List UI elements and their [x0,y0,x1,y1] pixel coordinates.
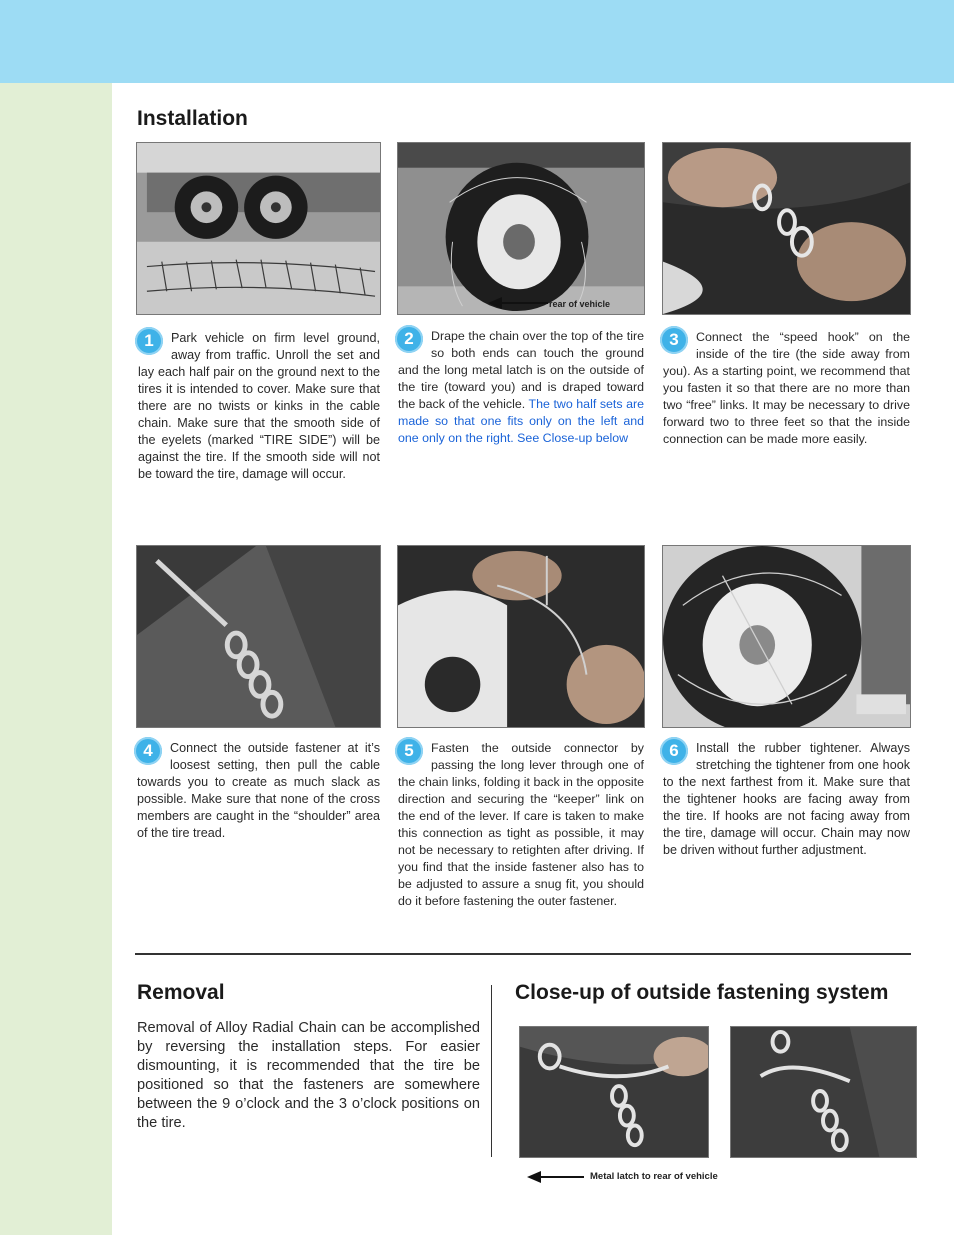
step-1-text: Park vehicle on firm level ground, away from traffic. Unroll the set and lay each half pair on the ground next to the tires it is intended to cover. Make sure that there are no twists or kinks in the cable chain. Make sure that the smooth side of the eyelets (marked “TIRE SIDE”) will be against the tire. If the smooth side will not be toward the tire, damage will occur. [138,331,380,481]
step-2-highlight: The two half sets are made so that one fits only on the left and one only on the right. See Close-up below [398,397,645,445]
arrow-line [500,302,548,304]
step-number-badge: 2 [395,325,423,353]
step-5-text: Fasten the outside connector by passing the long lever through one of the chain links, folding it back in the opposite direction and securing the “keeper” link on the end of the lever. If care is taken to make this connection as tight as possible, it may not be necessary to retighten after driving. If you find that the inside fastener also has to be adjusted to assure a snug fit, you should do it before fastening the outer fastener. [398,741,644,908]
step-2 [398,328,644,447]
step-number-badge: 3 [660,326,688,354]
header-band [0,0,954,83]
metal-latch-caption: Metal latch to rear of vehicle [590,1171,718,1182]
step-number-badge: 5 [395,737,423,765]
chain-draped-tire-photo [397,142,645,315]
step-number-badge: 4 [134,737,162,765]
step-4 [137,740,380,842]
section-divider [135,953,911,955]
step-6 [663,740,910,859]
step-1 [138,330,380,483]
rubber-tightener-photo [662,545,911,728]
installation-heading: Installation [137,107,248,130]
closeup-heading: Close-up of outside fastening system [515,981,889,1004]
removal-text: Removal of Alloy Radial Chain can be accomplished by reversing the installation steps. For easier dismounting, it is recommended that the tire be positioned so that the fasteners are somewhere between the 9 o’clock and the 3 o’clock positions on the tire. [137,1020,480,1131]
step-5 [398,740,644,910]
vertical-divider [491,985,492,1157]
removal-heading: Removal [137,981,225,1004]
outside-connector-photo [397,545,645,728]
speed-hook-photo [662,142,911,315]
arrow-left-icon [527,1171,541,1183]
step-number-badge: 1 [135,327,163,355]
step-3 [663,329,910,448]
step-number-badge: 6 [660,737,688,765]
arrow-line [540,1176,584,1178]
latch-closeup-right-photo [730,1026,917,1158]
outside-fastener-photo [136,545,381,728]
latch-closeup-left-photo [519,1026,709,1158]
side-band [0,83,112,1235]
step-2-text: Drape the chain over the top of the tire so both ends can touch the ground and the long metal latch is on the outside of the tire (toward you) and is draped toward the back of the vehicle. [398,329,644,411]
step-6-text: Install the rubber tightener. Always stretching the tightener from one hook to the next farthest from it. Make sure that the tightener hooks are facing away from the tire. If hooks are not facing away from the tire, damage will occur. Chain may now be driven without further adjustment. [663,741,910,857]
truck-and-chains-photo [136,142,381,315]
step-4-text: Connect the outside fastener at it’s loosest setting, then pull the cable towards you to create as much slack as possible. Make sure that none of the cross members are caught in the “shoulder” area of the tire tread. [137,741,380,840]
rear-of-vehicle-caption: rear of vehicle [549,299,611,309]
step-3-text: Connect the “speed hook” on the inside of the tire (the side away from you). As a starting point, we recommend that you fasten it so that there are no more than two “free” links. It may be necessary to drive forward two to three feet so that the inside connection can be made more easily. [663,330,910,446]
